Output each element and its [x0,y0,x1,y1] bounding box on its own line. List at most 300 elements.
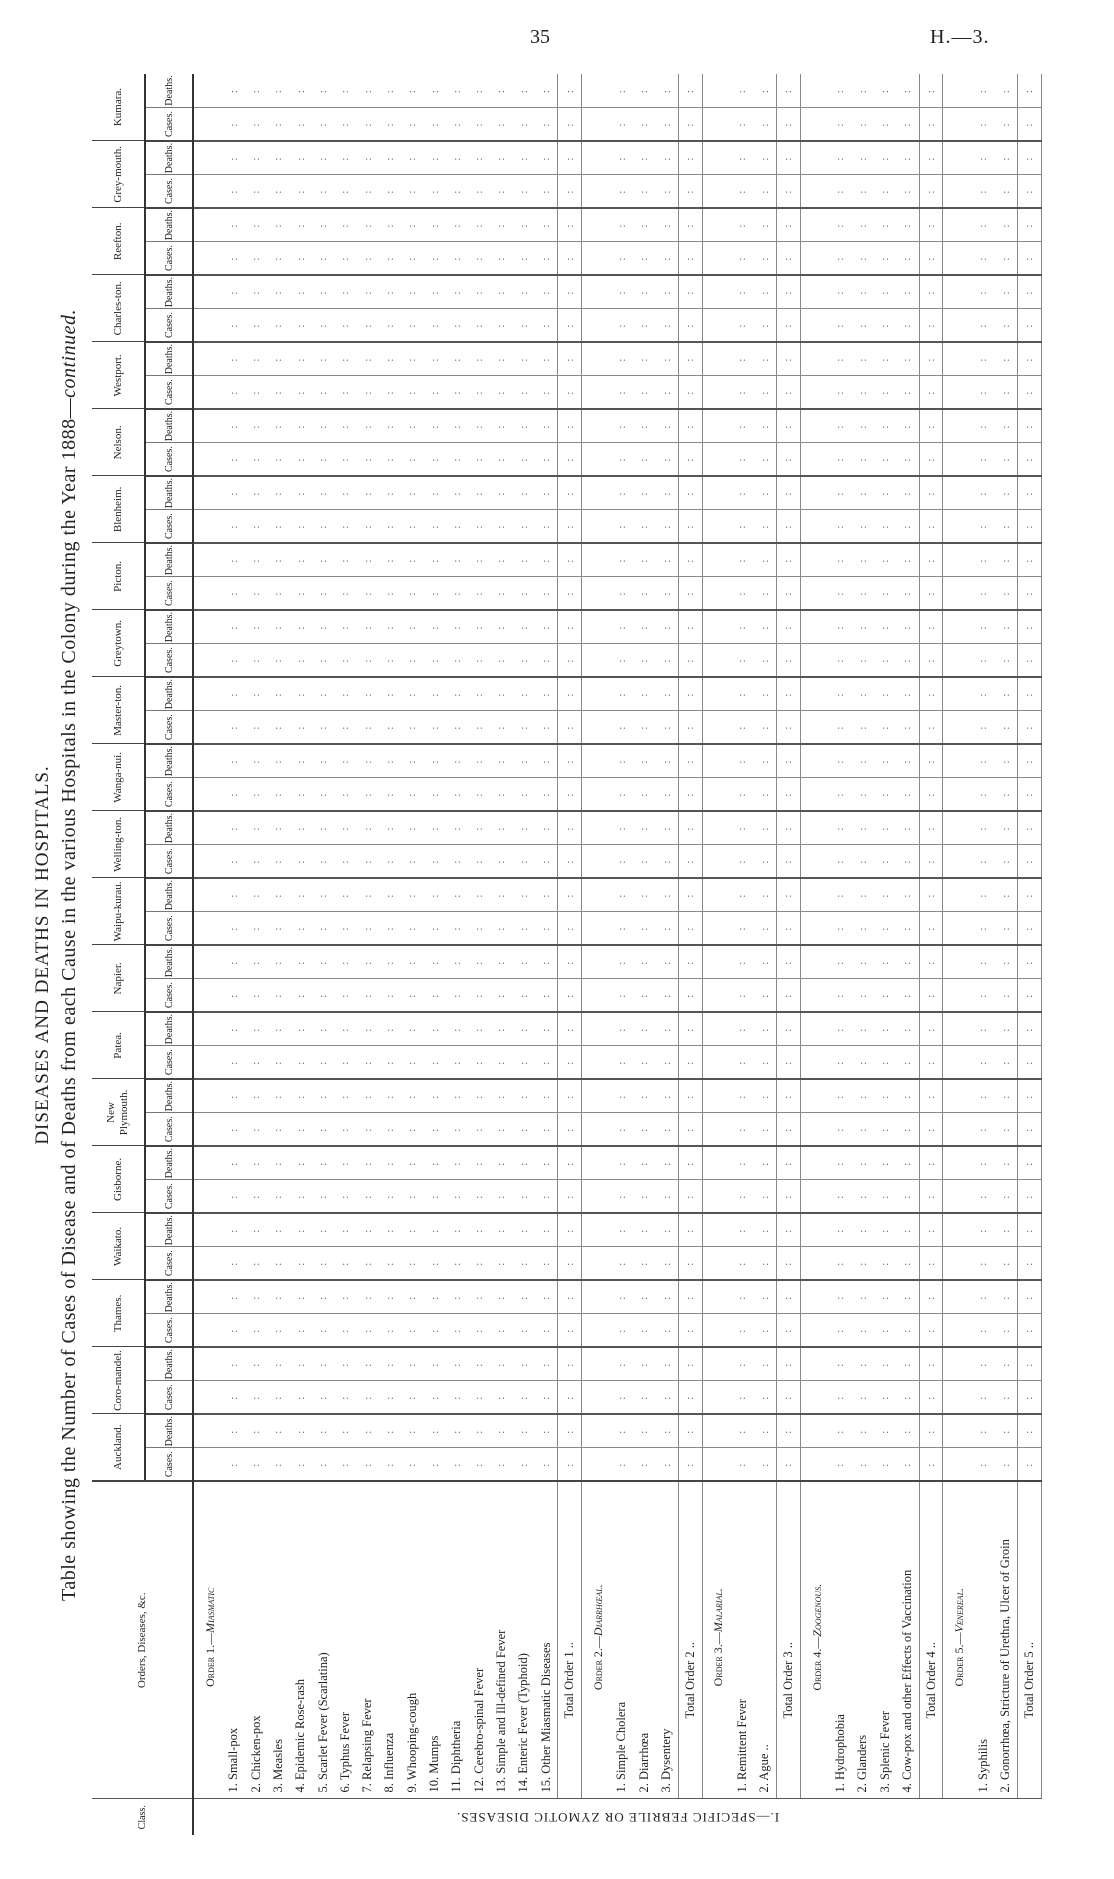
empty-dots: : [361,590,374,596]
empty-dots: : [758,925,771,931]
cases-cell [753,510,776,543]
empty-dots: : [361,1260,374,1266]
deaths-cell [776,275,800,309]
empty-dots: : [736,959,749,965]
deaths-cell [446,878,468,912]
deaths-cell [678,74,702,108]
empty-dots: : [736,590,749,596]
deaths-cell [611,878,633,912]
empty-dots: : [834,255,847,261]
cases-cell [334,1247,356,1280]
empty-dots: : [879,657,891,663]
table-row [829,74,851,1835]
empty-dots: : [879,1093,891,1099]
empty-dots: : [450,1160,463,1166]
cases-cell [290,443,312,476]
row-label: 15. Other Miasmatic Diseases [535,1481,558,1799]
cases-cell [334,1448,356,1481]
deaths-cell [896,275,919,309]
cases-cell [312,778,334,811]
empty-dots: : [879,1361,891,1367]
empty-dots: : [782,1327,795,1333]
empty-dots: : [856,1026,869,1032]
empty-dots: : [638,121,651,127]
empty-dots: : [383,255,396,261]
empty-dots: : [856,255,869,261]
cases-cell [896,1247,919,1280]
cases-cell [513,1046,535,1079]
empty-dots: : [879,1126,891,1132]
empty-dots: : [758,1093,771,1099]
deaths-cell [379,677,401,711]
empty-dots: : [473,155,486,161]
empty-dots: : [473,758,486,764]
deaths-cell [401,342,423,376]
cases-cell [193,711,223,744]
empty-dots: : [428,1026,441,1032]
empty-dots: : [977,1059,990,1065]
deaths-cell [357,141,379,175]
empty-dots: : [615,925,628,931]
deaths-cell [423,409,445,443]
deaths-cell [731,878,753,912]
cases-cell [267,778,289,811]
table-row [312,74,334,1835]
empty-dots: : [856,490,869,496]
empty-dots: : [495,959,508,965]
empty-dots: : [856,691,869,697]
empty-dots: : [563,758,576,764]
deaths-cell [312,878,334,912]
cases-cell [633,510,655,543]
deaths-cell [896,543,919,577]
hospital-header: Westport. [92,342,145,409]
empty-dots: : [250,155,263,161]
empty-dots: : [615,322,628,328]
deaths-cell [468,275,490,309]
cases-cell [678,108,702,141]
empty-dots: : [272,121,285,127]
empty-dots: : [294,423,307,429]
empty-dots: : [517,289,530,295]
deaths-cell [829,275,851,309]
deaths-cell [290,1146,312,1180]
empty-dots: : [540,356,553,362]
deaths-cell [678,208,702,242]
empty-dots: : [834,322,847,328]
empty-dots: : [428,322,441,328]
empty-dots: : [758,791,771,797]
cases-cell [943,108,972,141]
empty-dots: : [834,657,847,663]
deaths-cell [776,141,800,175]
cases-cell [800,711,829,744]
empty-dots: : [834,1026,847,1032]
deaths-cell [423,677,445,711]
empty-dots: : [977,858,990,864]
empty-dots: : [540,1294,553,1300]
empty-dots: : [834,289,847,295]
empty-dots: : [901,624,914,630]
empty-dots: : [339,1428,352,1434]
cases-cell [852,577,874,610]
hospital-header: Waikato. [92,1213,145,1280]
deaths-cell [401,878,423,912]
deaths-cell [490,1414,512,1448]
total-row [919,74,943,1835]
empty-dots: : [977,1394,990,1400]
empty-dots: : [782,1361,795,1367]
empty-dots: : [782,590,795,596]
cases-cell [468,1180,490,1213]
row-label: 7. Relapsing Fever [357,1481,379,1799]
deaths-subheader: Deaths. [145,811,193,845]
empty-dots: : [879,892,891,898]
empty-dots: : [361,858,374,864]
deaths-cell [468,1347,490,1381]
cases-cell [776,108,800,141]
cases-cell [829,443,851,476]
cases-cell [943,1314,972,1347]
cases-cell [513,309,535,342]
empty-dots: : [428,423,441,429]
empty-dots: : [406,691,419,697]
deaths-cell [874,878,896,912]
empty-dots: : [294,925,307,931]
cases-cell [513,376,535,409]
empty-dots: : [977,1294,990,1300]
deaths-cell [633,409,655,443]
deaths-cell [558,677,582,711]
empty-dots: : [250,88,263,94]
empty-dots: : [495,322,508,328]
deaths-cell [223,811,245,845]
empty-dots: : [428,255,441,261]
cases-cell [943,845,972,878]
cases-cell [513,1448,535,1481]
deaths-cell [611,1213,633,1247]
deaths-cell [468,409,490,443]
empty-dots: : [660,255,673,261]
empty-dots: : [450,1394,463,1400]
cases-subheader: Cases. [145,1046,193,1079]
deaths-cell [972,744,994,778]
empty-dots: : [339,791,352,797]
deaths-cell [731,275,753,309]
cases-cell [896,309,919,342]
empty-dots: : [638,222,651,228]
deaths-cell [267,1146,289,1180]
empty-dots: : [272,1428,285,1434]
cases-cell [379,175,401,208]
cases-subheader: Cases. [145,979,193,1012]
cases-cell [994,108,1017,141]
deaths-cell [919,878,943,912]
empty-dots: : [758,825,771,831]
deaths-cell [943,543,972,577]
empty-dots: : [272,423,285,429]
deaths-cell [490,1280,512,1314]
empty-dots: : [428,1059,441,1065]
deaths-cell [312,1213,334,1247]
cases-cell [753,1046,776,1079]
cases-cell [513,979,535,1012]
empty-dots: : [684,825,697,831]
deaths-cell [852,1347,874,1381]
empty-dots: : [736,1160,749,1166]
empty-dots: : [294,222,307,228]
deaths-cell [874,74,896,108]
cases-cell [334,979,356,1012]
deaths-cell [731,409,753,443]
empty-dots: : [540,1428,553,1434]
cases-cell [655,1314,678,1347]
empty-dots: : [272,1361,285,1367]
deaths-cell [223,878,245,912]
empty-dots: : [834,1160,847,1166]
deaths-cell [334,1213,356,1247]
deaths-cell [829,476,851,510]
empty-dots: : [901,657,914,663]
empty-dots: : [339,925,352,931]
deaths-cell [582,409,611,443]
deaths-cell [753,476,776,510]
empty-dots: : [925,289,938,295]
cases-cell [633,912,655,945]
deaths-cell [401,1146,423,1180]
deaths-cell [468,610,490,644]
empty-dots: : [563,1193,576,1199]
row-label: 3. Measles [267,1481,289,1799]
deaths-cell [852,275,874,309]
empty-dots: : [901,691,914,697]
deaths-cell [468,744,490,778]
cases-cell [611,778,633,811]
deaths-cell [401,744,423,778]
cases-cell [446,108,468,141]
empty-dots: : [294,490,307,496]
empty-dots: : [782,825,795,831]
deaths-cell [290,677,312,711]
cases-cell [223,108,245,141]
cases-cell [558,309,582,342]
deaths-cell [972,543,994,577]
empty-dots: : [782,1294,795,1300]
empty-dots: : [473,791,486,797]
empty-dots: : [660,1227,673,1233]
empty-dots: : [428,1428,441,1434]
cases-cell [678,1381,702,1414]
cases-cell [513,1247,535,1280]
cases-cell [829,778,851,811]
empty-dots: : [473,892,486,898]
empty-dots: : [999,222,1012,228]
empty-dots: : [615,1394,628,1400]
empty-dots: : [383,1026,396,1032]
cases-cell [800,242,829,275]
cases-cell [678,242,702,275]
empty-dots: : [879,557,891,563]
cases-cell [731,175,753,208]
empty-dots: : [782,1126,795,1132]
empty-dots: : [925,1294,938,1300]
empty-dots: : [615,222,628,228]
empty-dots: : [1023,1327,1036,1333]
cases-cell [972,912,994,945]
cases-cell [919,309,943,342]
cases-cell [245,1180,267,1213]
cases-cell [678,175,702,208]
cases-cell [446,711,468,744]
deaths-cell [972,1012,994,1046]
empty-dots: : [856,825,869,831]
empty-dots: : [925,1394,938,1400]
cases-cell [446,1314,468,1347]
cases-cell [423,845,445,878]
empty-dots: : [1023,791,1036,797]
deaths-cell [678,342,702,376]
empty-dots: : [638,1294,651,1300]
empty-dots: : [736,624,749,630]
cases-cell [401,510,423,543]
empty-dots: : [517,88,530,94]
empty-dots: : [317,188,330,194]
empty-dots: : [901,825,914,831]
deaths-cell [731,811,753,845]
deaths-cell [245,1213,267,1247]
deaths-cell [829,945,851,979]
table-title: DISEASES AND DEATHS IN HOSPITALS. [32,765,53,1145]
table-row [852,74,874,1835]
empty-dots: : [977,289,990,295]
empty-dots: : [999,456,1012,462]
empty-dots: : [250,1059,263,1065]
deaths-cell [193,811,223,845]
deaths-cell [800,208,829,242]
empty-dots: : [495,523,508,529]
empty-dots: : [495,691,508,697]
deaths-cell [829,543,851,577]
empty-dots: : [999,490,1012,496]
empty-dots: : [361,456,374,462]
deaths-cell [490,878,512,912]
cases-cell [943,711,972,744]
deaths-cell [513,409,535,443]
cases-cell [193,912,223,945]
cases-cell [357,1381,379,1414]
cases-cell [731,242,753,275]
empty-dots: : [684,1394,697,1400]
deaths-cell [334,1347,356,1381]
deaths-cell [919,1146,943,1180]
empty-dots: : [782,255,795,261]
cases-cell [655,778,678,811]
empty-dots: : [638,959,651,965]
empty-dots: : [473,925,486,931]
deaths-cell [535,744,558,778]
deaths-cell [1017,744,1041,778]
cases-cell [776,711,800,744]
deaths-cell [776,610,800,644]
empty-dots: : [901,389,914,395]
empty-dots: : [361,724,374,730]
empty-dots: : [294,1227,307,1233]
empty-dots: : [540,892,553,898]
cases-cell [1017,845,1041,878]
deaths-cell [423,878,445,912]
cases-cell [468,1314,490,1347]
empty-dots: : [638,691,651,697]
empty-dots: : [317,691,330,697]
empty-dots: : [272,1059,285,1065]
cases-cell [245,1046,267,1079]
deaths-cell [776,1012,800,1046]
empty-dots: : [339,1126,352,1132]
empty-dots: : [406,1394,419,1400]
deaths-cell [535,811,558,845]
empty-dots: : [879,992,891,998]
empty-dots: : [834,1093,847,1099]
deaths-cell [829,1146,851,1180]
row-label: 10. Mumps [423,1481,445,1799]
deaths-cell [312,1146,334,1180]
empty-dots: : [383,456,396,462]
cases-cell [611,242,633,275]
cases-cell [702,1180,731,1213]
cases-cell [513,912,535,945]
empty-dots: : [227,1227,240,1233]
cases-cell [535,1381,558,1414]
cases-cell [334,912,356,945]
cases-cell [1017,242,1041,275]
empty-dots: : [227,825,240,831]
cases-cell [800,979,829,1012]
deaths-cell [919,1414,943,1448]
deaths-cell [535,1280,558,1314]
empty-dots: : [339,959,352,965]
deaths-cell [312,74,334,108]
deaths-cell [446,744,468,778]
cases-cell [193,1247,223,1280]
cases-cell [490,845,512,878]
cases-cell [357,175,379,208]
deaths-cell [357,74,379,108]
empty-dots: : [517,1059,530,1065]
empty-dots: : [758,624,771,630]
cases-cell [558,1046,582,1079]
deaths-cell [312,1012,334,1046]
deaths-cell [558,74,582,108]
cases-cell [513,577,535,610]
empty-dots: : [736,523,749,529]
cases-cell [874,845,896,878]
cases-cell [379,1381,401,1414]
deaths-cell [776,342,800,376]
empty-dots: : [540,188,553,194]
deaths-cell [245,342,267,376]
cases-cell [994,1113,1017,1146]
deaths-cell [829,208,851,242]
cases-cell [731,1448,753,1481]
cases-cell [245,979,267,1012]
empty-dots: : [294,322,307,328]
empty-dots: : [361,423,374,429]
deaths-cell [193,677,223,711]
deaths-cell [334,744,356,778]
table-row [357,74,379,1835]
cases-cell [678,376,702,409]
empty-dots: : [999,758,1012,764]
